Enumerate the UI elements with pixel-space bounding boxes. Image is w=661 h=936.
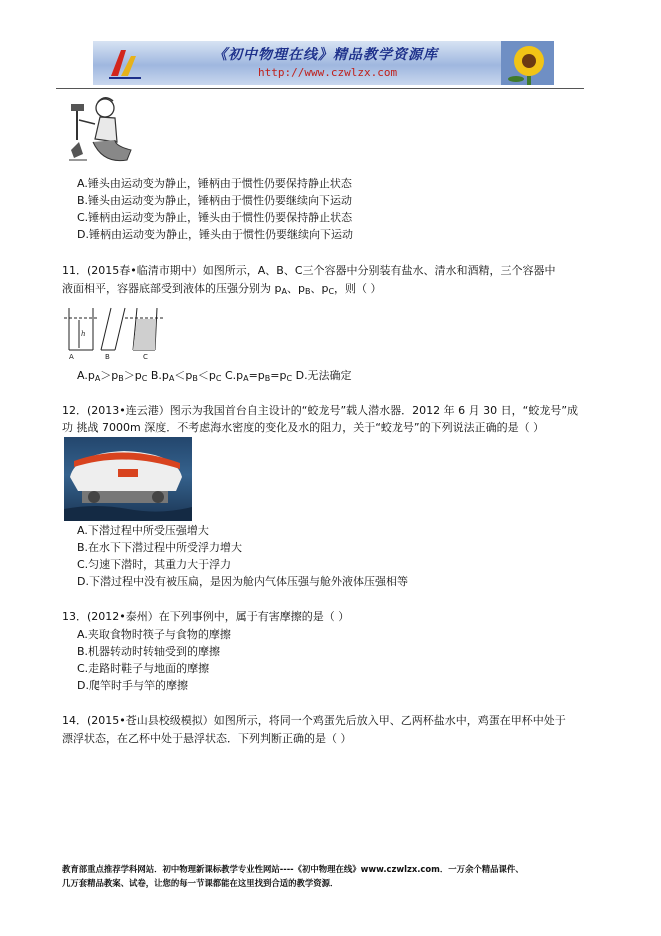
q14-stem-line2: 漂浮状态，在乙杯中处于悬浮状态．下列判断正确的是（ ） — [62, 732, 352, 745]
q13-stem: 13．(2012•泰州）在下列事例中，属于有害摩擦的是（ ） — [62, 610, 350, 623]
height-label-h: h — [81, 330, 86, 338]
q12-stem-line1: 12．(2013•连云港）图示为我国首台自主设计的“蛟龙号”载人潜水器．2012 年 6 月 30 日，“蛟龙号”成 — [62, 404, 579, 417]
q11-stem-line2: 液面相平，容器底部受到液体的压强分别为 $p_A$、$p_B$、$p_C$，则（ ） — [62, 282, 382, 296]
container-label-a: A — [69, 353, 74, 360]
submersible-photo — [64, 437, 192, 521]
q10-option-a[interactable]: A.锤头由运动变为静止，锤柄由于惯性仍要保持静止状态 — [77, 177, 352, 190]
site-logo-icon — [107, 46, 143, 80]
container-label-c: C — [143, 353, 148, 360]
page-footer — [62, 862, 524, 890]
hammer-illustration — [65, 94, 147, 170]
q10-option-d[interactable]: D.锤柄由运动变为静止，锤头由于惯性仍要继续向下运动 — [77, 228, 353, 241]
header-banner — [93, 41, 554, 85]
q13-option-c[interactable]: C.走路时鞋子与地面的摩擦 — [77, 662, 210, 675]
q11-options[interactable]: $A.p_A>p_B>p_C$ $B.p_A<p_B<p_C$ $C.p_A=p_B=p_C$ D.无法确定 — [77, 369, 352, 383]
q12-option-a[interactable]: A.下潜过程中所受压强增大 — [77, 524, 209, 537]
banner-title: 《初中物理在线》精品教学资源库 — [213, 47, 438, 63]
sunflower-icon — [501, 41, 554, 85]
q13-option-b[interactable]: B.机器转动时转轴受到的摩擦 — [77, 645, 221, 658]
q11-stem-line1: 11．(2015春•临清市期中）如图所示，A、B、C三个容器中分别装有盐水、清水和酒精，三个容器中 — [62, 264, 556, 277]
q13-option-a[interactable]: A.夹取食物时筷子与食物的摩擦 — [77, 628, 231, 641]
q13-option-d[interactable]: D.爬竿时手与竿的摩擦 — [77, 679, 188, 692]
q10-option-b[interactable]: B.锤头由运动变为静止，锤柄由于惯性仍要继续向下运动 — [77, 194, 353, 207]
q14-stem-line1: 14．(2015•苍山县校级模拟）如图所示，将同一个鸡蛋先后放入甲、乙两杯盐水中，鸡蛋在甲杯中处于 — [62, 714, 566, 727]
q12-option-b[interactable]: B.在水下下潜过程中所受浮力增大 — [77, 541, 243, 554]
containers-figure — [63, 306, 175, 360]
q12-option-c[interactable]: C.匀速下潜时，其重力大于浮力 — [77, 558, 232, 571]
banner-url[interactable]: http://www.czwlzx.com — [258, 66, 398, 79]
header-divider — [56, 88, 584, 89]
q12-stem-line2: 功 挑战 7000m 深度．不考虑海水密度的变化及水的阻力，关于“蛟龙号”的下列说法正确的是（ ） — [62, 421, 545, 434]
q12-option-d[interactable]: D.下潜过程中没有被压扁，是因为舱内气体压强与舱外液体压强相等 — [77, 575, 408, 588]
container-label-b: B — [105, 353, 110, 360]
submersible-icon — [64, 437, 192, 521]
q10-option-c[interactable]: C.锤柄由运动变为静止，锤头由于惯性仍要保持静止状态 — [77, 211, 353, 224]
footer-line1: 教育部重点推荐学科网站．初中物理新课标教学专业性网站----《初中物理在线》www.czwlzx.com．一万余个精品课件、 — [62, 864, 524, 874]
footer-line2: 几万套精品教案、试卷，让您的每一节课都能在这里找到合适的教学资源． — [62, 878, 339, 888]
